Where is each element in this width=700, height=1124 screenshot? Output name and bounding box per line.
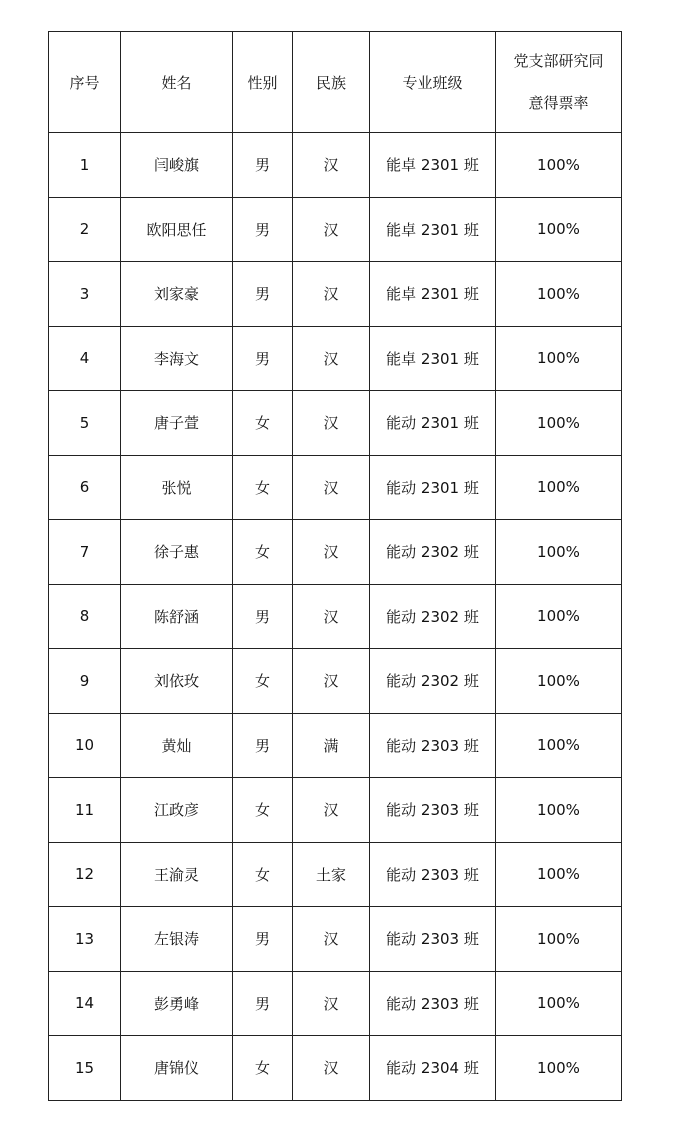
cell-approval: 100% xyxy=(496,649,622,714)
cell-approval: 100% xyxy=(496,391,622,456)
header-ethnicity: 民族 xyxy=(293,32,370,133)
cell-class: 能动 2302 班 xyxy=(370,584,496,649)
cell-index: 15 xyxy=(49,1036,121,1101)
cell-ethnicity: 汉 xyxy=(293,584,370,649)
cell-gender: 女 xyxy=(233,778,293,843)
header-gender: 性别 xyxy=(233,32,293,133)
cell-class: 能动 2303 班 xyxy=(370,842,496,907)
cell-approval: 100% xyxy=(496,842,622,907)
cell-name: 王渝灵 xyxy=(121,842,233,907)
header-approval-line1: 党支部研究同 xyxy=(513,52,604,70)
table-row xyxy=(49,455,622,520)
cell-index: 5 xyxy=(49,391,121,456)
cell-ethnicity: 土家 xyxy=(293,842,370,907)
cell-ethnicity: 汉 xyxy=(293,262,370,327)
cell-class: 能动 2302 班 xyxy=(370,520,496,585)
cell-class: 能卓 2301 班 xyxy=(370,197,496,262)
cell-index: 11 xyxy=(49,778,121,843)
cell-ethnicity: 汉 xyxy=(293,326,370,391)
cell-gender: 男 xyxy=(233,971,293,1036)
header-name: 姓名 xyxy=(121,32,233,133)
cell-class: 能动 2303 班 xyxy=(370,713,496,778)
cell-gender: 男 xyxy=(233,262,293,327)
cell-ethnicity: 汉 xyxy=(293,197,370,262)
cell-gender: 女 xyxy=(233,455,293,520)
cell-approval: 100% xyxy=(496,326,622,391)
table-row xyxy=(49,649,622,714)
cell-gender: 女 xyxy=(233,520,293,585)
cell-ethnicity: 汉 xyxy=(293,971,370,1036)
cell-index: 6 xyxy=(49,455,121,520)
cell-class: 能卓 2301 班 xyxy=(370,133,496,198)
roster-table xyxy=(48,31,622,1101)
cell-class: 能动 2301 班 xyxy=(370,455,496,520)
cell-class: 能动 2303 班 xyxy=(370,778,496,843)
cell-ethnicity: 汉 xyxy=(293,649,370,714)
cell-gender: 男 xyxy=(233,713,293,778)
cell-name: 张悦 xyxy=(121,455,233,520)
cell-name: 彭勇峰 xyxy=(121,971,233,1036)
cell-gender: 男 xyxy=(233,326,293,391)
table-row xyxy=(49,326,622,391)
cell-index: 1 xyxy=(49,133,121,198)
header-row xyxy=(49,32,622,133)
cell-gender: 女 xyxy=(233,842,293,907)
cell-class: 能动 2303 班 xyxy=(370,907,496,972)
header-class: 专业班级 xyxy=(370,32,496,133)
cell-ethnicity: 满 xyxy=(293,713,370,778)
cell-index: 3 xyxy=(49,262,121,327)
cell-approval: 100% xyxy=(496,584,622,649)
cell-name: 刘依玫 xyxy=(121,649,233,714)
cell-name: 唐锦仪 xyxy=(121,1036,233,1101)
cell-approval: 100% xyxy=(496,713,622,778)
cell-approval: 100% xyxy=(496,455,622,520)
cell-name: 欧阳思任 xyxy=(121,197,233,262)
header-approval-line2: 意得票率 xyxy=(528,94,589,112)
cell-gender: 男 xyxy=(233,197,293,262)
cell-ethnicity: 汉 xyxy=(293,1036,370,1101)
table-row xyxy=(49,971,622,1036)
cell-name: 江政彦 xyxy=(121,778,233,843)
cell-approval: 100% xyxy=(496,778,622,843)
cell-gender: 男 xyxy=(233,907,293,972)
cell-approval: 100% xyxy=(496,907,622,972)
cell-ethnicity: 汉 xyxy=(293,391,370,456)
cell-gender: 女 xyxy=(233,649,293,714)
cell-name: 唐子萱 xyxy=(121,391,233,456)
cell-approval: 100% xyxy=(496,971,622,1036)
cell-name: 陈舒涵 xyxy=(121,584,233,649)
cell-gender: 女 xyxy=(233,391,293,456)
table-row xyxy=(49,778,622,843)
cell-class: 能动 2302 班 xyxy=(370,649,496,714)
cell-name: 黄灿 xyxy=(121,713,233,778)
cell-name: 左银涛 xyxy=(121,907,233,972)
cell-index: 7 xyxy=(49,520,121,585)
cell-class: 能卓 2301 班 xyxy=(370,326,496,391)
header-approval xyxy=(496,32,622,133)
header-index: 序号 xyxy=(49,32,121,133)
table-row xyxy=(49,1036,622,1101)
cell-ethnicity: 汉 xyxy=(293,778,370,843)
table-row xyxy=(49,133,622,198)
cell-name: 徐子惠 xyxy=(121,520,233,585)
cell-index: 2 xyxy=(49,197,121,262)
cell-index: 10 xyxy=(49,713,121,778)
cell-name: 闫峻旗 xyxy=(121,133,233,198)
cell-index: 4 xyxy=(49,326,121,391)
cell-ethnicity: 汉 xyxy=(293,520,370,585)
cell-approval: 100% xyxy=(496,197,622,262)
cell-ethnicity: 汉 xyxy=(293,907,370,972)
table-row xyxy=(49,262,622,327)
cell-index: 13 xyxy=(49,907,121,972)
cell-name: 刘家豪 xyxy=(121,262,233,327)
cell-gender: 女 xyxy=(233,1036,293,1101)
cell-ethnicity: 汉 xyxy=(293,455,370,520)
cell-gender: 男 xyxy=(233,584,293,649)
cell-approval: 100% xyxy=(496,1036,622,1101)
cell-class: 能动 2303 班 xyxy=(370,971,496,1036)
cell-class: 能卓 2301 班 xyxy=(370,262,496,327)
table-row xyxy=(49,391,622,456)
table-row xyxy=(49,907,622,972)
cell-class: 能动 2301 班 xyxy=(370,391,496,456)
cell-index: 12 xyxy=(49,842,121,907)
table-row xyxy=(49,520,622,585)
table-row xyxy=(49,584,622,649)
cell-index: 9 xyxy=(49,649,121,714)
cell-approval: 100% xyxy=(496,520,622,585)
table-row xyxy=(49,197,622,262)
cell-gender: 男 xyxy=(233,133,293,198)
cell-ethnicity: 汉 xyxy=(293,133,370,198)
cell-index: 8 xyxy=(49,584,121,649)
table-row xyxy=(49,842,622,907)
cell-approval: 100% xyxy=(496,262,622,327)
cell-class: 能动 2304 班 xyxy=(370,1036,496,1101)
cell-index: 14 xyxy=(49,971,121,1036)
cell-name: 李海文 xyxy=(121,326,233,391)
table-row xyxy=(49,713,622,778)
cell-approval: 100% xyxy=(496,133,622,198)
